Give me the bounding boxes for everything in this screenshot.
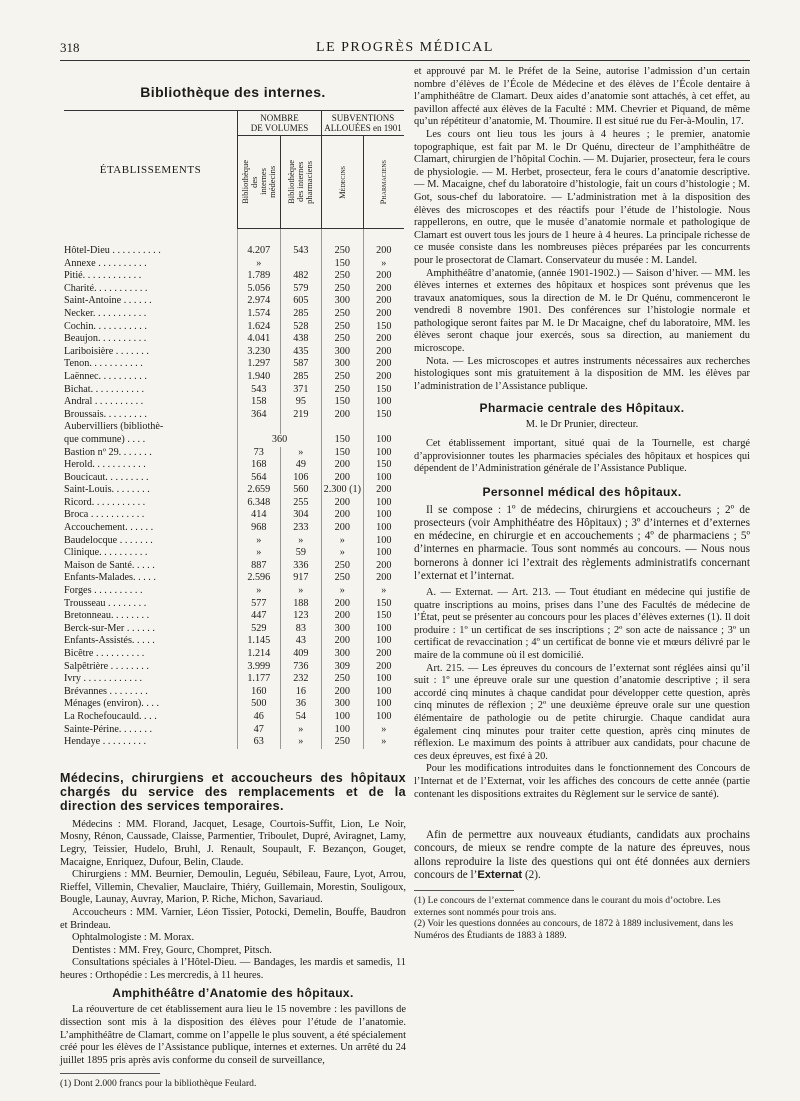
volumes-pharmaciens: 482 [280,270,321,283]
subvention-medecins: 250 [322,371,363,384]
subvention-medecins: 250 [322,736,363,749]
col-medecins: Médecins [322,136,363,229]
volumes-internes: 447 [237,610,280,623]
establishment-name: Brévannes . . . . . . . . [64,685,148,697]
establishment-name: Lariboisière . . . . . . . [64,345,149,357]
table-row [64,610,404,623]
subvention-pharmaciens: » [363,585,404,598]
subvention-pharmaciens [363,421,404,434]
subvention-pharmaciens: 100 [363,673,404,686]
table-row [64,648,404,661]
volumes-internes: 1.624 [237,321,280,334]
subvention-medecins: 250 [322,321,363,334]
volumes-internes: 1.214 [237,648,280,661]
table-row [64,258,404,271]
establishment-name: Cochin. . . . . . . . . . . [64,320,147,332]
volumes-pharmaciens: 54 [280,711,321,724]
establishment-name: Hendaye . . . . . . . . . [64,736,147,748]
externat-article-213: A. — Externat. — Art. 213. — Tout étudiant en médecine qui justifie de quatre inscriptions au moins, prises dans l’une des Facultés de médecine de l’État, peut se présenter au concours pour les places d’élèves externes (1). Il doit produire : 1º un certificat de ses inscriptions ; 2º son acte de naissance ; 3º un certificat de revaccination ; 4º un certificat de bonne vie et mœurs délivré par le maire de la commune où il est domicilié. [414,587,750,661]
volumes-pharmaciens: 917 [280,572,321,585]
subvention-pharmaciens: 200 [363,346,404,359]
establishment-name: Baudelocque . . . . . . . [64,534,153,546]
right-footnote-1: (1) Le concours de l’externat commence dans le courant du mois d’octobre. Les externes sont nommés pour trois ans. [414,894,721,918]
establishment-name: Forges . . . . . . . . . . [64,585,143,597]
subvention-pharmaciens: 100 [363,447,404,460]
subvention-medecins: 150 [322,447,363,460]
volumes-internes: 577 [237,598,280,611]
closing-paragraph: Afin de permettre aux nouveaux étudiants, candidats aux prochains concours, de mieux se rendre compte de la nature des épreuves, nous allons reproduire la liste des questions qui ont été données aux derniers concours de l’Externat (2). [414,829,750,881]
right-column [414,66,750,941]
volumes-pharmaciens: 36 [280,698,321,711]
subvention-pharmaciens: 150 [363,321,404,334]
subvention-pharmaciens: 200 [363,572,404,585]
volumes-internes: 1.789 [237,270,280,283]
right-footnote-rule [414,890,514,891]
volumes-internes [237,421,280,434]
volumes-pharmaciens: 188 [280,598,321,611]
subvention-pharmaciens: 200 [363,308,404,321]
volumes-pharmaciens: » [280,447,321,460]
establishment-name: Hôtel-Dieu . . . . . . . . . . [64,245,161,256]
externat-modifications: Pour les modifications introduites dans le fonctionnement des Concours de l’Internat et de l’Externat, voir les affiches des concours de cette année (partie contenant les dispositions extraites du Règlement sur le service de santé). [414,763,750,800]
subvention-medecins: 309 [322,661,363,674]
col-bib-pharmaciens: Bibliothèque des internes pharmaciens [280,136,321,229]
subvention-pharmaciens: 150 [363,598,404,611]
volumes-internes: 3.999 [237,661,280,674]
subvention-pharmaciens: 200 [363,484,404,497]
subvention-pharmaciens: 150 [363,409,404,422]
col-establishments: ÉTABLISSEMENTS [64,111,237,229]
table-row [64,585,404,598]
volumes-pharmaciens: 106 [280,472,321,485]
subvention-pharmaciens: 200 [363,648,404,661]
volumes-pharmaciens: 285 [280,308,321,321]
subvention-pharmaciens: 200 [363,560,404,573]
establishment-name: Broussais. . . . . . . . . [64,408,147,420]
table-row [64,384,404,397]
volumes-pharmaciens [280,421,321,434]
establishment-name: Necker. . . . . . . . . . . [64,307,147,319]
establishment-name: Accouchement. . . . . . [64,522,154,534]
establishment-name: Beaujon. . . . . . . . . . [64,333,147,345]
volumes-internes: 160 [237,686,280,699]
col-group-subventions: SUBVENTIONS ALLOUÉES en 1901 [322,111,404,136]
subvention-pharmaciens: 100 [363,547,404,560]
volumes-pharmaciens: 736 [280,661,321,674]
establishment-name: Berck-sur-Mer . . . . . . [64,622,155,634]
externat-article-215: Art. 215. — Les épreuves du concours de l’externat sont réglées ainsi qu’il suit : 1º une épreuve orale sur une question d’anatomie descriptive ; il sera accordé cinq minutes à chaque candidat pour développer cette question, après cinq minutes de réflexion ; 2º une deuxième épreuve orale sur une question élémentaire de pathologie ou de petite chirurgie. Chaque candidat aura également cinq minutes pour traiter cette question, après cinq minutes de réflexion. Le maximum des points à attribuer aux candidats, pour chacune de ces deux épreuves, est fixé à 20. [414,662,750,762]
establishment-name: Sainte-Périne. . . . . . . [64,723,152,735]
table-row [64,711,404,724]
subvention-pharmaciens: 200 [363,333,404,346]
subvention-pharmaciens: 100 [363,434,404,447]
col-pharmaciens: Pharmaciens [363,136,404,229]
table-row [64,308,404,321]
header-rule [60,60,750,61]
volumes-pharmaciens [280,258,321,271]
establishment-name: Bicêtre . . . . . . . . . . [64,648,145,659]
establishment-name: Boucicaut. . . . . . . . . [64,471,149,483]
subvention-pharmaciens: 100 [363,635,404,648]
subvention-medecins: 150 [322,258,363,271]
volumes-pharmaciens: 435 [280,346,321,359]
table-row [64,346,404,359]
volumes-pharmaciens: 83 [280,623,321,636]
subvention-medecins: 250 [322,560,363,573]
table-row [64,698,404,711]
table-row [64,547,404,560]
personnel-paragraph: Il se compose : 1º de médecins, chirurgiens et accoucheurs ; 2º de prosecteurs (voir Amphithéatre des Hôpitaux) ; 3º d’internes et d’externes en médecine, en chirurgie et en accouchements ; 4º de pharmaciens ; 5º d’internes en pharmacie. Tous sont nommés au concours. — Nous nous bornerons à donner ici l’extrait des règlements administratifs concernant l’externat et l’internat. [414,503,750,582]
subvention-medecins: 2.300 (1) [322,484,363,497]
volumes-pharmaciens: 255 [280,497,321,510]
volumes-pharmaciens: 543 [280,245,321,258]
footnote-rule [60,1073,160,1074]
table-row [64,321,404,334]
subvention-medecins: 200 [322,472,363,485]
table-row [64,673,404,686]
table-row [64,396,404,409]
table-row [64,283,404,296]
establishment-name: Saint-Antoine . . . . . . [64,295,152,307]
subvention-medecins: 100 [322,724,363,737]
volumes-pharmaciens: 587 [280,358,321,371]
establishment-name: Pitié. . . . . . . . . . . . [64,270,142,282]
table-row [64,509,404,522]
table-row [64,724,404,737]
col-bib-internes: Bibliothèque des internes médecins [237,136,280,229]
subvention-medecins: 200 [322,635,363,648]
volumes-pharmaciens: 49 [280,459,321,472]
volumes-internes: 543 [237,384,280,397]
subvention-medecins: 200 [322,459,363,472]
subvention-pharmaciens: » [363,724,404,737]
ophtalmologiste-paragraph: Ophtalmologiste : M. Morax. [72,932,195,944]
subvention-pharmaciens: 100 [363,698,404,711]
establishment-name: Tenon. . . . . . . . . . . [64,358,143,370]
subvention-medecins: » [322,585,363,598]
volumes-internes: 63 [237,736,280,749]
volumes-internes: 968 [237,522,280,535]
table-row [64,333,404,346]
table-row [64,497,404,510]
medecins-title: Médecins, chirurgiens et accoucheurs des hôpitaux chargés du service des remplacements et de la direction des services temporaires. [60,770,406,813]
volumes-pharmaciens: 219 [280,409,321,422]
subvention-medecins: 300 [322,346,363,359]
personnel-title: Personnel médical des hôpitaux. [482,484,682,499]
page-header [60,36,750,58]
subvention-pharmaciens: 150 [363,459,404,472]
subvention-medecins: 100 [322,711,363,724]
volumes-internes: 1.574 [237,308,280,321]
subvention-pharmaciens: 200 [363,371,404,384]
volumes-internes: 4.041 [237,333,280,346]
chirurgiens-paragraph: Chirurgiens : MM. Beurnier, Demoulin, Leguéu, Sébileau, Faure, Lyot, Arrou, Rieffel, Villemin, Chevalier, Mauclaire, Thiéry, Guillemain, Morestin, Souligoux, Bougle, Launay, Auvray, Marion, P. Riche, Michon, Savariaud. [60,869,406,906]
subvention-medecins: 200 [322,598,363,611]
volumes-internes: 73 [237,447,280,460]
amphitheatre-title: Amphithéâtre d’Anatomie des hôpitaux. [112,986,354,1001]
amphitheatre-paragraph: La réouverture de cet établissement aura lieu le 15 novembre : les pavillons de dissection sont mis à la disposition des élèves pour l’étude de l’anatomie. L’amphithéâtre de Clamart, comme on l’appelle le plus souvent, a été spécialement créé pour les élèves de l’Assistance publique, internes et externes. Un arrêté du 24 juillet 1895 pris après avis conforme du conseil de surveillance, [60,1004,406,1066]
subvention-pharmaciens: 150 [363,610,404,623]
subvention-medecins: 250 [322,572,363,585]
establishment-name: Laënnec. . . . . . . . . . [64,370,147,382]
subvention-medecins: 300 [322,623,363,636]
subvention-medecins: 200 [322,497,363,510]
saison-paragraph: Amphithéâtre d’anatomie, (année 1901-1902.) — Saison d’hiver. — MM. les élèves internes et externes des hôpitaux et hospices sont prévenus que les travaux anatomiques, sous la direction de M. le Dr Quénu, commenceront le vendredi 8 novembre 1901. Des conférences sur l’histologie normale et pathologique seront faites par M. le Dr Macaigne, chef du laboratoire, MM. les élèves seront chaque jour exercés, sous sa direction, au maniement du microscope. [414,267,750,355]
table-row [64,661,404,674]
subvention-pharmaciens: » [363,736,404,749]
volumes-internes: 6.348 [237,497,280,510]
subvention-pharmaciens: 200 [363,245,404,258]
volumes-pharmaciens: 438 [280,333,321,346]
page-number: 318 [60,40,80,55]
subvention-pharmaciens: 100 [363,509,404,522]
table-row [64,736,404,749]
volumes-internes: 158 [237,396,280,409]
externat-bold: Externat [477,868,523,881]
volumes-internes: » [237,547,280,560]
subvention-pharmaciens: 200 [363,295,404,308]
volumes-pharmaciens: » [280,585,321,598]
establishment-name: Bichat. . . . . . . . . . . [64,383,145,395]
establishment-name: Saint-Louis. . . . . . . . [64,484,150,496]
left-footnote: (1) Dont 2.000 francs pour la bibliothèque Feulard. [60,1078,257,1090]
establishment-name: Annexe . . . . . . . . . . [64,257,147,269]
establishment-name: Enfants-Assistés. . . . . [64,635,155,647]
table-row [64,522,404,535]
subvention-pharmaciens: 100 [363,497,404,510]
subvention-medecins: 300 [322,295,363,308]
subvention-pharmaciens: 100 [363,535,404,548]
volumes-internes: 2.974 [237,295,280,308]
subvention-pharmaciens: 100 [363,686,404,699]
subvention-medecins: 250 [322,308,363,321]
subvention-medecins: 200 [322,509,363,522]
volumes-pharmaciens: 43 [280,635,321,648]
volumes-internes: 364 [237,409,280,422]
subvention-pharmaciens: 100 [363,472,404,485]
volumes-internes: 1.297 [237,358,280,371]
volumes-pharmaciens: 336 [280,560,321,573]
volumes-internes: 414 [237,509,280,522]
volumes-internes: 3.230 [237,346,280,359]
table-row [64,560,404,573]
establishment-name: Aubervilliers (bibliothè- [64,421,164,433]
volumes-pharmaciens: 233 [280,522,321,535]
volumes-pharmaciens: » [280,535,321,548]
establishment-name: Ricord. . . . . . . . . . . [64,496,146,508]
subvention-pharmaciens: » [363,258,404,271]
establishment-name: Ivry . . . . . . . . . . . . [64,673,143,685]
volumes-combined: 360 [237,434,321,447]
subvention-pharmaciens: 100 [363,396,404,409]
subvention-medecins: 250 [322,270,363,283]
subvention-medecins: » [322,535,363,548]
subvention-medecins: 200 [322,610,363,623]
establishment-name: Salpêtrière . . . . . . . . [64,660,149,672]
table-row [64,635,404,648]
dentistes-paragraph: Dentistes : MM. Frey, Gourc, Chompret, Pitsch. [72,944,272,956]
volumes-internes: 2.596 [237,572,280,585]
subvention-pharmaciens: 100 [363,623,404,636]
table-row [64,484,404,497]
accoucheurs-paragraph: Accoucheurs : MM. Varnier, Léon Tissier, Potocki, Demelin, Bouffe, Baudron et Brindeau. [60,906,406,931]
medecins-paragraph: Médecins : MM. Florand, Jacquet, Lesage, Courtois-Suffit, Lion, Le Noir, Mosny, Rénon, Caussade, Claisse, Parmentier, Triboulet, Dupré, Aviragnet, Lamy, Legry, Teissier, Hudelo, Bruhl, J. Renault, Soupault, F. Bezançon, Gouget, Macaigne, Enriquez, Dufour, Belin, Claude. [60,818,406,868]
table-row [64,245,404,258]
table-row [64,421,404,434]
volumes-pharmaciens: 560 [280,484,321,497]
subvention-pharmaciens: 200 [363,270,404,283]
table-row [64,434,404,447]
establishment-name: Broca . . . . . . . . . . . [64,509,145,521]
volumes-internes: 168 [237,459,280,472]
subvention-medecins: » [322,547,363,560]
volumes-internes: » [237,535,280,548]
volumes-internes: » [237,585,280,598]
table-row [64,623,404,636]
subvention-medecins: 300 [322,648,363,661]
subvention-medecins: 200 [322,686,363,699]
journal-title: LE PROGRÈS MÉDICAL [316,40,494,55]
col-group-volumes: NOMBRE DE VOLUMES [237,111,321,136]
volumes-internes: 529 [237,623,280,636]
volumes-internes: 1.177 [237,673,280,686]
subvention-medecins: 200 [322,522,363,535]
subvention-pharmaciens: 100 [363,711,404,724]
pharmacie-paragraph: Cet établissement important, situé quai de la Tournelle, est chargé d’approvisionner toutes les pharmacies spéciales des hôpitaux et hospices qui dépendent de l’Administration générale de l’Assistance Publique. [414,438,750,475]
volumes-pharmaciens: » [280,736,321,749]
volumes-internes: 1.145 [237,635,280,648]
table-row [64,409,404,422]
establishment-name: Trousseau . . . . . . . . [64,597,147,609]
amphitheatre-continued: et approuvé par M. le Préfet de la Seine, autorise l’admission d’un certain nombre d’élèves de l’École de Médecine et des élèves de l’École dentaire à l’amphithéâtre de Clamart. Deux aides d’anatomie sont attachés, à cet effet, au pavillon affecté aux élèves de la Faculté : MM. Chevrier et Piquand, de même qu’un répétiteur d’anatomie, M. Thoumire. Il est situé rue du Fer-à-Moulin, 17. [414,66,750,128]
subvention-medecins: 150 [322,434,363,447]
establishment-name: Herold. . . . . . . . . . . [64,459,146,471]
table-row [64,572,404,585]
volumes-pharmaciens: 579 [280,283,321,296]
establishment-name: Ménages (environ). . . . [64,698,160,710]
table-title: Bibliothèque des internes. [140,84,326,100]
volumes-pharmaciens: 232 [280,673,321,686]
table-row [64,447,404,460]
volumes-pharmaciens: 528 [280,321,321,334]
volumes-internes: 47 [237,724,280,737]
subvention-medecins [322,421,363,434]
establishment-name: La Rochefoucauld. . . . [64,710,157,722]
subvention-medecins: 300 [322,358,363,371]
volumes-pharmaciens: 285 [280,371,321,384]
establishment-name: Andral . . . . . . . . . . [64,396,144,408]
left-column [60,66,406,1090]
table-row [64,295,404,308]
volumes-internes: 2.659 [237,484,280,497]
table-body [64,229,404,749]
library-table [64,110,404,749]
subvention-medecins: 150 [322,396,363,409]
volumes-pharmaciens: 123 [280,610,321,623]
volumes-internes: 4.207 [237,245,280,258]
volumes-internes: » [237,258,280,271]
establishment-name: Bretonneau. . . . . . . . [64,610,150,622]
table-row [64,459,404,472]
volumes-internes: 1.940 [237,371,280,384]
establishment-name: Maison de Santé. . . . . [64,559,155,571]
establishment-name: Clinique. . . . . . . . . . [64,547,148,559]
subvention-pharmaciens: 100 [363,522,404,535]
volumes-pharmaciens: 304 [280,509,321,522]
pharmacie-director: M. le Dr Prunier, directeur. [525,419,639,431]
volumes-pharmaciens: 95 [280,396,321,409]
volumes-pharmaciens: 59 [280,547,321,560]
volumes-pharmaciens: 16 [280,686,321,699]
table-row [64,358,404,371]
nota-paragraph: Nota. — Les microscopes et autres instruments nécessaires aux recherches histologiques sont mis gratuitement à la disposition de MM. les élèves par l’administration de l’Assistance publique. [414,355,750,392]
establishment-name: Bastion nº 29. . . . . . . [64,446,152,458]
volumes-pharmaciens: » [280,724,321,737]
table-row [64,598,404,611]
volumes-internes: 564 [237,472,280,485]
establishment-name: que commune) . . . . [64,433,146,445]
establishment-name: Enfants-Malades. . . . . [64,572,156,584]
subvention-medecins: 250 [322,333,363,346]
table-row [64,371,404,384]
subvention-pharmaciens: 200 [363,358,404,371]
subvention-medecins: 250 [322,384,363,397]
volumes-pharmaciens: 371 [280,384,321,397]
subvention-pharmaciens: 200 [363,661,404,674]
volumes-internes: 887 [237,560,280,573]
subvention-pharmaciens: 200 [363,283,404,296]
table-row [64,270,404,283]
volumes-internes: 5.056 [237,283,280,296]
establishment-name: Charité. . . . . . . . . . . [64,282,148,294]
subvention-medecins: 300 [322,698,363,711]
consultations-paragraph: Consultations spéciales à l’Hôtel-Dieu. — Bandages, les mardis et samedis, 11 heures : Orthopédie : Les mercredis, à 11 heures. [60,957,406,981]
subvention-pharmaciens: 150 [363,384,404,397]
volumes-pharmaciens: 605 [280,295,321,308]
volumes-internes: 500 [237,698,280,711]
subvention-medecins: 250 [322,245,363,258]
subvention-medecins: 250 [322,673,363,686]
cours-paragraph: Les cours ont lieu tous les jours à 4 heures ; le premier, anatomie topographique, est fait par M. le Dr Quénu, directeur de l’amphithéâtre de Clamart, chirurgien de l’hôpital Cochin. — M. Dujarier, prosecteur, fera le cours de physiologie. — M. Herbet, prosecteur, fera le cours d’anatomie descriptive. — M. Macaigne, chef du laboratoire d’histologie, fait un cours d’histologie ; M. Got, sous-chef du laboratoire. — L’administration met à la disposition des élèves des microscopes et des réactifs pour l’étude de l’histologie. Nous rappellerons, en outre, que le musée d’anatomie normale et pathologique de Clamart est ouvert tous les jours de 1 heure à 4 heures. La principale richesse de ce musée consiste dans les nombreuses pièces préparées par les concurrents pour le prosectorat de Clamart. Conservateur du musée : M. Landel. [414,128,750,266]
table-row [64,686,404,699]
right-footnote-2: (2) Voir les questions données au concours, de 1872 à 1889 inclusivement, dans les Numéros des Étudiants de 1883 à 1889. [414,918,734,941]
subvention-medecins: 250 [322,283,363,296]
table-row [64,472,404,485]
pharmacie-title: Pharmacie centrale des Hôpitaux. [479,401,685,416]
table-row [64,535,404,548]
volumes-pharmaciens: 409 [280,648,321,661]
subvention-medecins: 200 [322,409,363,422]
volumes-internes: 46 [237,711,280,724]
